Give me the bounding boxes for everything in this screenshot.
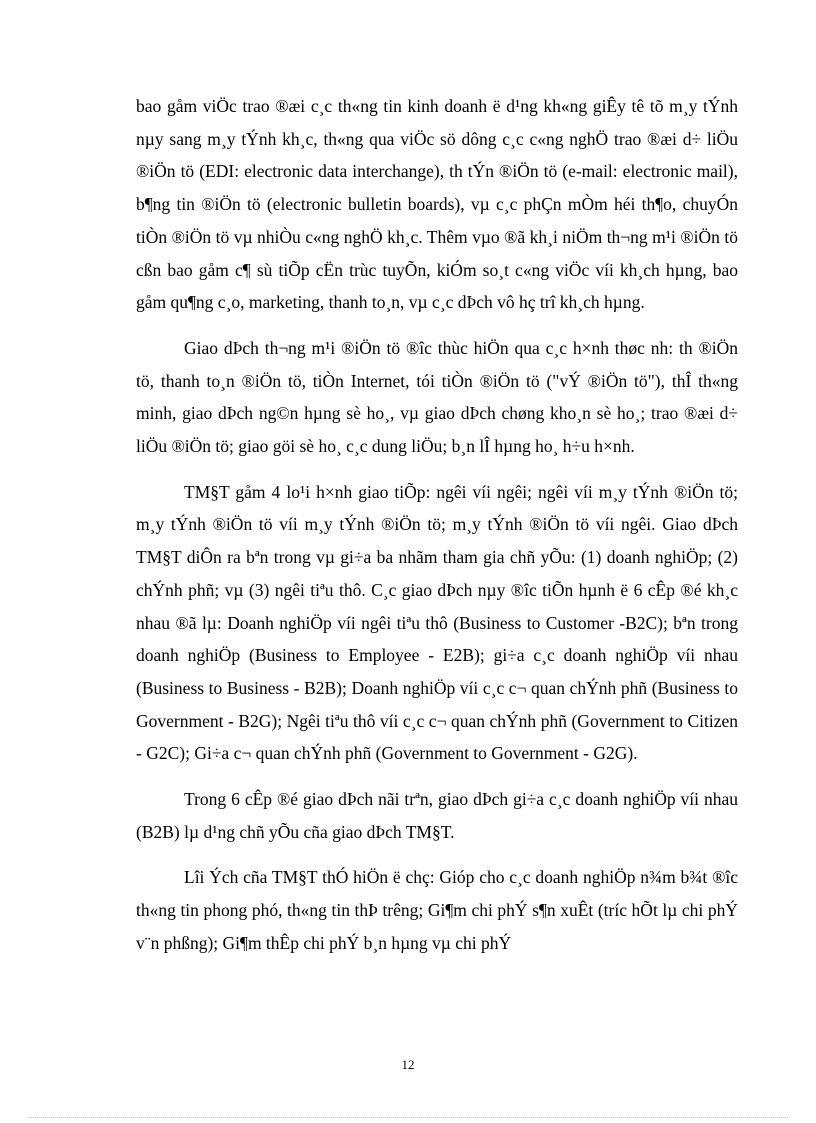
paragraph-1: bao gåm viÖc trao ®æi c¸c th«ng tin kinh doanh ë d¹ng kh«ng giÊy tê tõ m¸y tÝnh nµy sang m¸y tÝnh kh¸c, th«ng qua viÖc sö dông c¸c c«ng nghÖ trao ®æi d÷ liÖu ®iÖn tö (EDI: electronic data interchange), th tÝn ®iÖn tö (e-mail: electronic mail), b¶ng tin ®iÖn tö (electronic bulletin boards), vµ c¸c phÇn mÒm héi th¶o, chuyÓn tiÒn ®iÖn tö vµ nhiÒu c«ng nghÖ kh¸c. Thêm vµo ®ã kh¸i niÖm th¬ng m¹i ®iÖn tö cßn bao gåm c¶ sù tiÕp cËn trùc tuyÕn, kiÓm so¸t c«ng viÖc víi kh¸ch hµng, bao gåm qu¶ng c¸o, marketing, thanh to¸n, vµ c¸c dÞch vô hç trî kh¸ch hµng.: [136, 96, 738, 313]
page-bottom-divider: [28, 1117, 788, 1118]
paragraph-2: Giao dÞch th¬ng m¹i ®iÖn tö ®îc thùc hiÖn qua c¸c h×nh thøc nh: th ®iÖn tö, thanh to¸n ®iÖn tö, tiÒn Internet, tói tiÒn ®iÖn tö ("vÝ ®iÖn tö"), thÎ th«ng minh, giao dÞch ng©n hµng sè ho¸, vµ giao dÞch chøng kho¸n sè ho¸; trao ®æi d÷ liÖu ®iÖn tö; giao göi sè ho¸ c¸c dung liÖu; b¸n lÎ hµng ho¸ h÷u h×nh.: [136, 337, 738, 457]
page-number: 12: [401, 1057, 415, 1072]
paragraph-3: TM§T gåm 4 lo¹i h×nh giao tiÕp: ngêi víi ngêi; ngêi víi m¸y tÝnh ®iÖn tö; m¸y tÝnh ®iÖn tö víi m¸y tÝnh ®iÖn tö; m¸y tÝnh ®iÖn tö víi ngêi. Giao dÞch TM§T diÔn ra bªn trong vµ gi÷a ba nhãm tham gia chñ yÕu: (1) doanh nghiÖp; (2) chÝnh phñ; vµ (3) ngêi tiªu thô. C¸c giao dÞch nµy ®îc tiÕn hµnh ë 6 cÊp ®é kh¸c nhau ®ã lµ: Doanh nghiÖp víi ngêi tiªu thô (Business to Customer -B2C); bªn trong doanh nghiÖp (Business to Employee - E2B); gi÷a c¸c doanh nghiÖp víi nhau (Business to Business - B2B); Doanh nghiÖp víi c¸c c¬ quan chÝnh phñ (Business to Government - B2G); Ngêi tiªu thô víi c¸c c¬ quan chÝnh phñ (Government to Citizen - G2C); Gi÷a c¬ quan chÝnh phñ (Government to Government - G2G).: [136, 481, 738, 764]
paragraph-4: Trong 6 cÊp ®é giao dÞch nãi trªn, giao dÞch gi÷a c¸c doanh nghiÖp víi nhau (B2B) lµ d¹ng chñ yÕu cña giao dÞch TM§T.: [136, 789, 738, 842]
body-text: [136, 90, 738, 973]
paragraph-5: Lîi Ých cña TM§T thÓ hiÖn ë chç: Gióp cho c¸c doanh nghiÖp n¾m b¾t ®îc th«ng tin phong phó, th«ng tin thÞ trêng; Gi¶m chi phÝ s¶n xuÊt (tríc hÕt lµ chi phÝ v¨n phßng); Gi¶m thÊp chi phÝ b¸n hµng vµ chi phÝ: [136, 867, 738, 953]
